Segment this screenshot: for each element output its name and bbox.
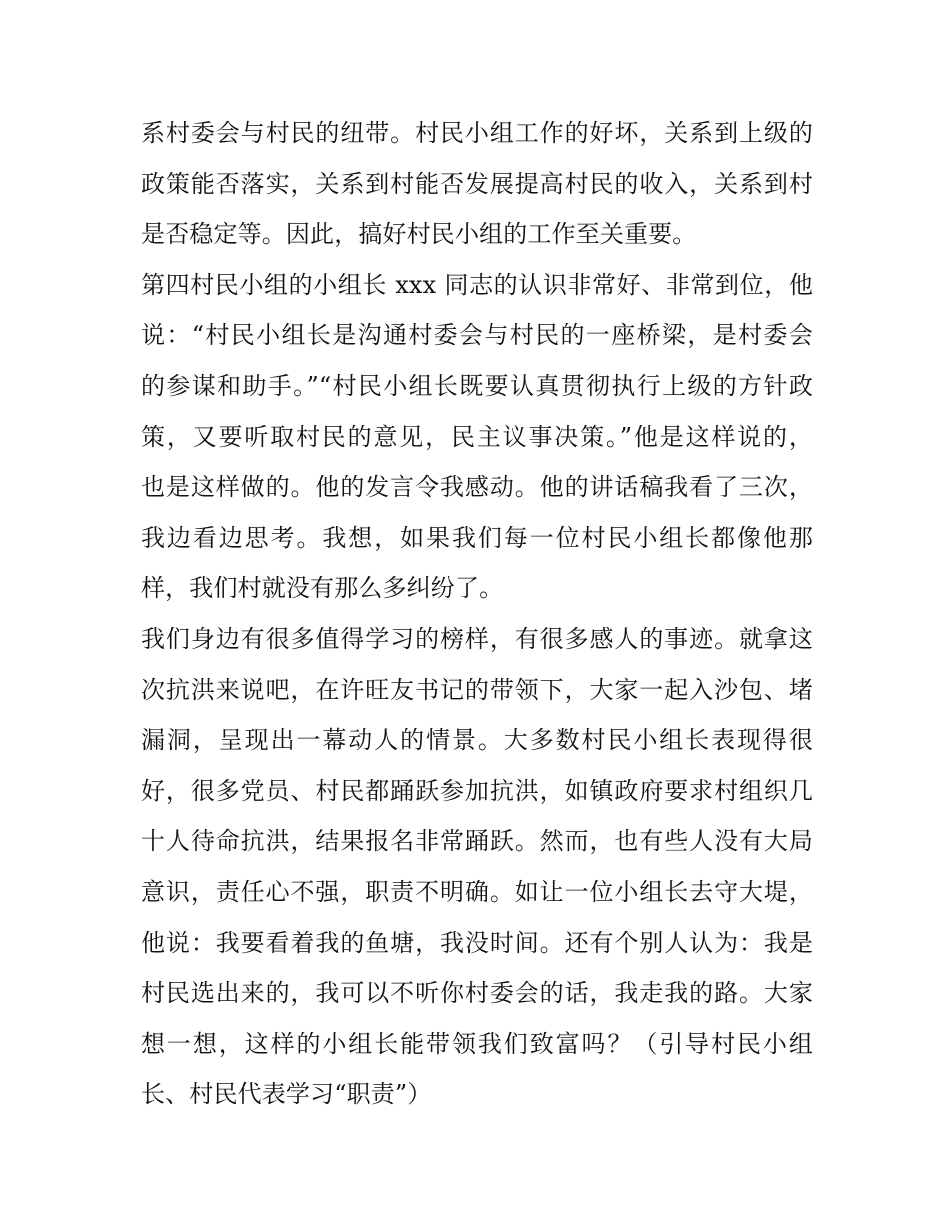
text-line: 第四村民小组的小组长 xxx 同志的认识非常好、非常到位，他	[141, 270, 813, 299]
text-line: 好，很多党员、村民都踊跃参加抗洪，如镇政府要求村组织几	[141, 776, 813, 805]
body-text	[141, 108, 813, 1120]
text-line: 他说：我要看着我的鱼塘，我没时间。还有个别人认为：我是	[141, 928, 813, 957]
paragraph-end-line: 是否稳定等。因此，搞好村民小组的工作至关重要。	[141, 220, 697, 249]
text-line: 我边看边思考。我想，如果我们每一位村民小组长都像他那	[141, 523, 813, 552]
text-line: 十人待命抗洪，结果报名非常踊跃。然而，也有些人没有大局	[141, 827, 813, 856]
text-line: 村民选出来的，我可以不听你村委会的话，我走我的路。大家	[141, 979, 813, 1008]
text-line: 我们身边有很多值得学习的榜样，有很多感人的事迹。就拿这	[141, 624, 813, 653]
text-line: 意识，责任心不强，职责不明确。如让一位小组长去守大堤，	[141, 877, 813, 906]
paragraph-end-line: 长、村民代表学习“职责”）	[141, 1080, 432, 1109]
text-line: 说：“村民小组长是沟通村委会与村民的一座桥梁，是村委会	[141, 321, 813, 350]
paragraph-end-line: 样，我们村就没有那么多纠纷了。	[141, 574, 504, 603]
text-line: 策，又要听取村民的意见，民主议事决策。”他是这样说的，	[141, 422, 813, 451]
text-line: 也是这样做的。他的发言令我感动。他的讲话稿我看了三次，	[141, 473, 813, 502]
text-line: 系村委会与村民的纽带。村民小组工作的好坏，关系到上级的	[141, 119, 813, 147]
text-line: 政策能否落实，关系到村能否发展提高村民的收入，关系到村	[141, 169, 813, 198]
text-line: 次抗洪来说吧，在许旺友书记的带领下，大家一起入沙包、堵	[141, 675, 813, 704]
text-line: 想一想，这样的小组长能带领我们致富吗？（引导村民小组	[141, 1029, 813, 1058]
text-line: 漏洞，呈现出一幕动人的情景。大多数村民小组长表现得很	[141, 726, 813, 755]
text-line: 的参谋和助手。”“村民小组长既要认真贯彻执行上级的方针政	[141, 371, 813, 400]
